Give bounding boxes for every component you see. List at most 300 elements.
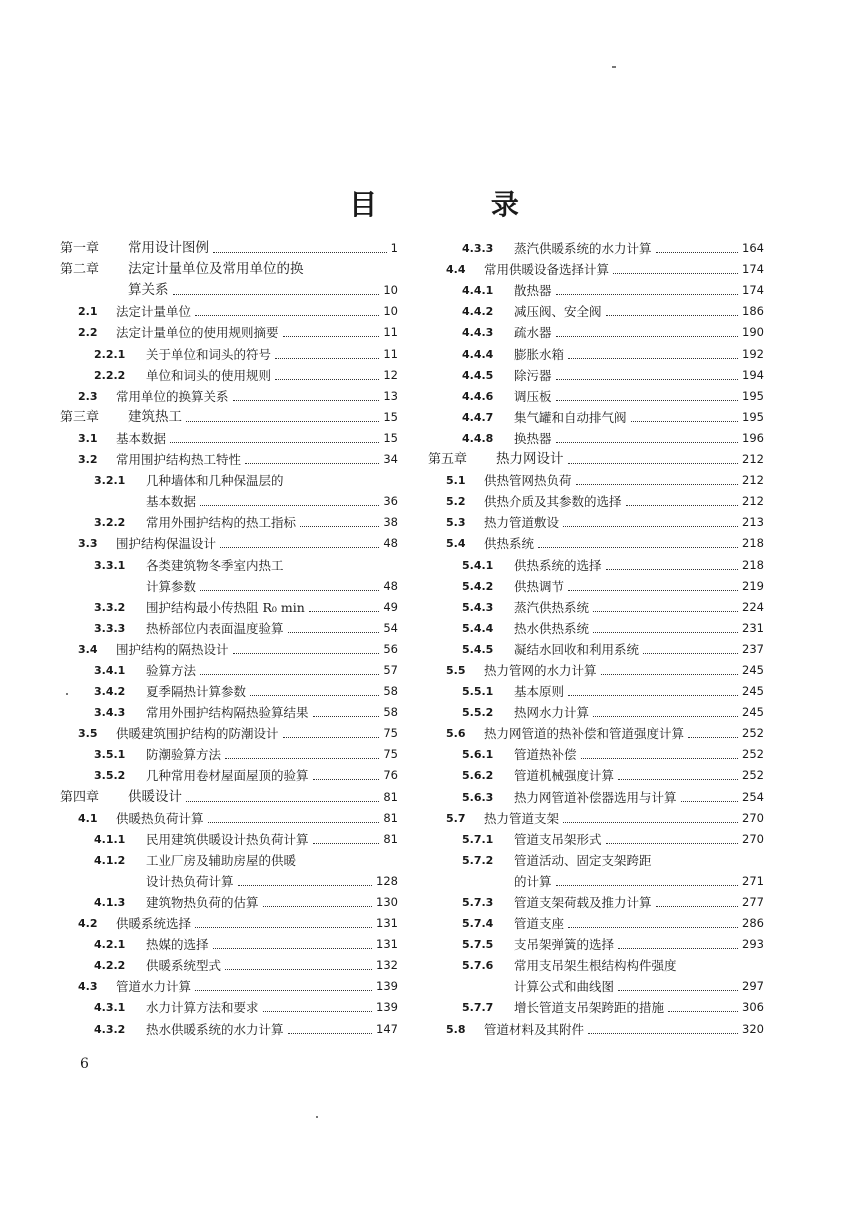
toc-entry (428, 723, 764, 744)
toc-entry (60, 365, 398, 386)
toc-entry (428, 407, 764, 428)
toc-entry-number: 5.1 (446, 474, 466, 488)
toc-entry (60, 1018, 398, 1039)
toc-entry (60, 597, 398, 618)
toc-entry (428, 913, 764, 934)
dot-leader (606, 568, 739, 570)
toc-entry-title: 支吊架弹簧的选择 (514, 937, 615, 953)
dot-leader (288, 1032, 373, 1034)
toc-entry-page: 81 (383, 789, 398, 804)
toc-entry-page: 15 (383, 409, 398, 424)
toc-entry-number: 5.4.5 (462, 642, 494, 656)
toc-entry-title: 各类建筑物冬季室内热工 (146, 557, 284, 573)
toc-entry-title: 供热系统的选择 (514, 557, 602, 573)
toc-entry-title: 常用设计图例 (128, 240, 209, 257)
toc-entry-title: 热力网设计 (496, 451, 564, 468)
toc-entry-page: 132 (376, 958, 398, 973)
toc-entry-page: 48 (383, 536, 398, 551)
toc-entry-title: 管道机械强度计算 (514, 768, 615, 784)
dot-leader (313, 715, 380, 717)
toc-entry-page: 131 (376, 937, 398, 952)
toc-entry-page: 48 (383, 578, 398, 593)
toc-entry-page: 38 (383, 515, 398, 530)
toc-entry-number: 5.7.2 (462, 853, 494, 867)
toc-entry-number: 3.3 (78, 537, 98, 551)
toc-entry-title: 凝结水回收和利用系统 (514, 641, 640, 657)
toc-entry (60, 407, 398, 428)
toc-entry-number: 3.5.1 (94, 748, 126, 762)
toc-entry-title: 的计算 (514, 873, 552, 889)
scan-speck (612, 66, 616, 68)
toc-entry (60, 238, 398, 259)
toc-entry-page: 75 (383, 747, 398, 762)
toc-entry-number: 4.2 (78, 917, 98, 931)
toc-entry-page: 81 (383, 810, 398, 825)
toc-entry-number: 4.4.4 (462, 347, 494, 361)
toc-entry-number: 4.1.3 (94, 896, 126, 909)
toc-entry (60, 554, 398, 575)
toc-entry (428, 1018, 764, 1039)
toc-entry-number: 4.4.7 (462, 410, 494, 424)
toc-entry-number: 2.2.2 (94, 368, 126, 382)
toc-entry-number: 4.4.5 (462, 368, 494, 382)
dot-leader (233, 399, 380, 401)
toc-entry-title: 法定计量单位的使用规则摘要 (116, 325, 279, 341)
toc-entry (60, 386, 398, 407)
dot-leader (556, 399, 739, 401)
dot-leader (593, 610, 738, 612)
toc-entry-title: 蒸汽供热系统 (514, 599, 590, 615)
toc-entry-title: 蒸汽供暖系统的水力计算 (514, 241, 652, 257)
page-number: 6 (80, 1056, 89, 1072)
toc-entry (428, 850, 764, 871)
dot-leader (668, 1010, 738, 1012)
toc-entry (428, 280, 764, 301)
dot-leader (233, 652, 380, 654)
dot-leader (601, 673, 739, 675)
dot-leader (195, 989, 372, 991)
toc-entry-number: 2.1 (78, 305, 98, 319)
toc-entry-page: 15 (383, 430, 398, 445)
toc-entry-title: 热桥部位内表面温度验算 (146, 620, 284, 636)
toc-entry (60, 322, 398, 343)
toc-entry-title: 管道活动、固定支架跨距 (514, 852, 652, 868)
dot-leader (568, 462, 739, 464)
toc-entry-title: 管道水力计算 (116, 979, 192, 995)
toc-entry (60, 512, 398, 533)
toc-entry-number: 第一章 (60, 241, 100, 257)
dot-leader (195, 926, 372, 928)
toc-entry (60, 871, 398, 892)
page-title: 目 录 (349, 188, 571, 221)
toc-entry-title: 热网水力计算 (514, 705, 590, 721)
toc-entry-title: 管道材料及其附件 (484, 1021, 585, 1037)
dot-leader (200, 504, 379, 506)
toc-entry-page: 293 (742, 937, 764, 952)
toc-entry-page: 212 (742, 494, 764, 509)
toc-entry (428, 597, 764, 618)
dot-leader (556, 335, 739, 337)
dot-leader (300, 525, 379, 527)
toc-entry-title: 夏季隔热计算参数 (146, 684, 247, 700)
toc-entry-page: 56 (383, 641, 398, 656)
dot-leader (681, 800, 739, 802)
toc-entry (428, 976, 764, 997)
dot-leader (313, 778, 380, 780)
toc-entry-page: 286 (742, 916, 764, 931)
toc-entry-title: 计算公式和曲线图 (514, 979, 615, 995)
toc-entry-number: 5.6.1 (462, 748, 494, 762)
toc-entry-number: 5.5.1 (462, 685, 494, 699)
toc-entry-page: 277 (742, 895, 764, 909)
toc-entry-title: 管道支架荷载及推力计算 (514, 895, 652, 910)
dot-leader (618, 947, 738, 949)
toc-entry-page: 58 (383, 705, 398, 720)
dot-leader (563, 821, 738, 823)
toc-entry-title: 工业厂房及辅助房屋的供暖 (146, 852, 297, 868)
toc-entry-page: 174 (742, 262, 764, 277)
dot-leader (195, 314, 379, 316)
toc-entry-page: 192 (742, 346, 764, 361)
dot-leader (606, 314, 739, 316)
toc-entry (60, 470, 398, 491)
toc-entry-number: 5.6.3 (462, 790, 494, 804)
toc-entry (428, 238, 764, 259)
dot-leader (245, 462, 379, 464)
toc-entry (60, 428, 398, 449)
toc-entry-page: 49 (383, 599, 398, 614)
toc-entry-page: 231 (742, 620, 764, 635)
toc-entry-number: 5.7.1 (462, 832, 494, 846)
dot-leader (313, 842, 380, 844)
toc-entry (428, 449, 764, 470)
dot-leader (556, 441, 739, 443)
toc-entry-title: 常用围护结构热工特性 (116, 452, 242, 468)
dot-leader (208, 821, 380, 823)
dot-leader (275, 378, 379, 380)
toc-entry-title: 管道支吊架形式 (514, 831, 602, 847)
toc-entry (60, 744, 398, 765)
toc-entry-number: 2.2 (78, 326, 98, 340)
toc-entry (60, 808, 398, 829)
toc-entry-number: 4.1.2 (94, 853, 126, 867)
toc-entry-page: 11 (383, 325, 398, 340)
dot-leader (186, 420, 379, 422)
toc-entry-number: 5.7.7 (462, 1001, 494, 1015)
toc-entry (60, 681, 398, 702)
toc-entry-number: 4.4.3 (462, 326, 494, 340)
dot-leader (568, 926, 738, 928)
toc-entry (428, 322, 764, 343)
toc-entry-title: 管道热补偿 (514, 747, 577, 763)
toc-entry-number: 3.2.2 (94, 516, 126, 530)
toc-entry-number: 第二章 (60, 262, 100, 278)
dot-leader (618, 989, 738, 991)
toc-entry-title: 增长管道支吊架跨距的措施 (514, 1000, 665, 1016)
toc-entry-number: 5.4.4 (462, 621, 494, 635)
toc-entry-title: 供暖系统型式 (146, 958, 222, 974)
dot-leader (593, 631, 738, 633)
toc-entry-number: 4.4.6 (462, 389, 494, 403)
toc-entry-page: 54 (383, 620, 398, 635)
toc-entry-number: 3.2.1 (94, 474, 126, 488)
dot-leader (200, 673, 379, 675)
toc-entry (60, 765, 398, 786)
toc-entry-title: 关于单位和词头的符号 (146, 346, 272, 362)
dot-leader (538, 546, 738, 548)
toc-entry (60, 829, 398, 850)
toc-entry-page: 139 (376, 1000, 398, 1015)
toc-entry-title: 集气罐和自动排气阀 (514, 409, 627, 425)
toc-entry-title: 热力网管道的热补偿和管道强度计算 (484, 726, 685, 742)
toc-entry (60, 997, 398, 1018)
toc-entry-number: 第五章 (428, 452, 468, 468)
dot-leader (593, 715, 738, 717)
toc-entry (428, 343, 764, 364)
toc-entry-number: 5.4.3 (462, 600, 494, 614)
toc-entry-number: 3.4.1 (94, 663, 126, 677)
toc-entry-page: 128 (376, 873, 398, 888)
toc-entry-page: 245 (742, 662, 764, 677)
toc-entry-number: 第三章 (60, 409, 100, 425)
toc-entry-page: 12 (383, 367, 398, 382)
toc-entry-number: 4.1.1 (94, 832, 126, 846)
toc-entry-number: 第四章 (60, 789, 100, 805)
toc-entry-number: 5.7.3 (462, 896, 494, 909)
toc-entry (60, 786, 398, 807)
toc-entry (428, 554, 764, 575)
toc-entry-title: 常用供暖设备选择计算 (484, 262, 610, 278)
toc-entry (60, 491, 398, 512)
dot-leader (309, 610, 380, 612)
toc-entry (428, 470, 764, 491)
dot-leader (563, 525, 738, 527)
toc-entry-title: 减压阀、安全阀 (514, 304, 602, 320)
toc-entry-title: 常用外围护结构的热工指标 (146, 515, 297, 531)
toc-entry-page: 212 (742, 452, 764, 467)
toc-entry-page: 11 (383, 346, 398, 361)
toc-entry-number: 5.7 (446, 811, 466, 825)
toc-entry-number: 3.3.3 (94, 621, 126, 635)
toc-entry (60, 723, 398, 744)
toc-entry-title: 供暖系统选择 (116, 916, 192, 932)
dot-leader (283, 736, 380, 738)
toc-entry (428, 491, 764, 512)
dot-leader (200, 589, 379, 591)
toc-entry-title: 基本原则 (514, 684, 565, 700)
toc-entry-title: 基本数据 (116, 430, 167, 446)
toc-entry-number: 3.4 (78, 642, 98, 656)
toc-entry (60, 702, 398, 723)
toc-entry-title: 换热器 (514, 430, 552, 446)
dot-leader (606, 842, 739, 844)
toc-entry-number: 5.5.2 (462, 706, 494, 720)
toc-entry-page: 76 (383, 768, 398, 783)
toc-entry-page: 306 (742, 1000, 764, 1015)
toc-entry-page: 147 (376, 1021, 398, 1036)
toc-entry (428, 259, 764, 280)
toc-entry-title: 供热调节 (514, 578, 565, 594)
toc-entry-title: 管道支座 (514, 916, 565, 932)
toc-entry (60, 280, 398, 301)
toc-entry-page: 320 (742, 1021, 764, 1036)
toc-entry-title: 热水供热系统 (514, 620, 590, 636)
toc-entry-page: 270 (742, 831, 764, 846)
dot-leader (613, 272, 738, 274)
toc-entry-page: 196 (742, 430, 764, 445)
toc-entry-title: 法定计量单位及常用单位的换 (128, 261, 304, 278)
toc-entry (428, 428, 764, 449)
toc-entry-title: 算关系 (128, 282, 169, 299)
toc-entry-number: 5.5 (446, 663, 466, 677)
toc-entry-page: 10 (383, 283, 398, 298)
toc-left-column (60, 238, 398, 1040)
toc-entry-number: 3.3.1 (94, 558, 126, 572)
toc-entry-page: 212 (742, 473, 764, 488)
toc-entry-page: 174 (742, 283, 764, 298)
toc-entry-page: 213 (742, 515, 764, 530)
toc-entry-title: 热力管道敷设 (484, 515, 560, 531)
scan-speck (66, 693, 68, 695)
toc-entry (60, 618, 398, 639)
toc-entry (60, 955, 398, 976)
toc-entry-number: 5.7.5 (462, 938, 494, 952)
toc-entry-page: 254 (742, 789, 764, 804)
toc-entry-title: 建筑物热负荷的估算 (146, 895, 259, 910)
toc-entry-number: 5.4 (446, 537, 466, 551)
toc-entry (428, 301, 764, 322)
toc-entry-page: 13 (383, 388, 398, 403)
toc-entry-number: 4.2.1 (94, 938, 126, 952)
toc-entry-page: 270 (742, 810, 764, 825)
toc-entry-page: 194 (742, 367, 764, 382)
toc-entry-title: 常用单位的换算关系 (116, 388, 229, 404)
dot-leader (283, 335, 380, 337)
dot-leader (626, 504, 739, 506)
toc-entry (428, 744, 764, 765)
toc-entry-page: 190 (742, 325, 764, 340)
toc-entry-page: 1 (390, 241, 398, 256)
toc-entry (428, 639, 764, 660)
toc-entry (60, 301, 398, 322)
toc-entry-page: 297 (742, 979, 764, 994)
toc-entry (428, 808, 764, 829)
toc-entry-number: 4.1 (78, 811, 98, 825)
toc-entry-title: 常用支吊架生根结构构件强度 (514, 958, 677, 974)
toc-entry-title: 供暖建筑围护结构的防潮设计 (116, 726, 279, 742)
toc-entry-number: 3.4.3 (94, 706, 126, 720)
dot-leader (213, 947, 373, 949)
toc-entry (428, 702, 764, 723)
toc-entry-title: 常用外围护结构隔热验算结果 (146, 705, 309, 721)
toc-entry-title: 防潮验算方法 (146, 747, 222, 763)
toc-entry (428, 892, 764, 913)
toc-entry-number: 5.2 (446, 495, 466, 509)
toc-entry-page: 252 (742, 768, 764, 783)
toc-entry-title: 调压板 (514, 388, 552, 404)
toc-entry-number: 4.3.2 (94, 1022, 126, 1036)
toc-entry (428, 365, 764, 386)
dot-leader (556, 378, 739, 380)
toc-entry-title: 热力管道支架 (484, 810, 560, 826)
toc-right-column (428, 238, 764, 1040)
toc-entry-page: 139 (376, 979, 398, 994)
dot-leader (238, 884, 373, 886)
toc-entry-number: 4.4 (446, 263, 466, 277)
toc-entry (60, 576, 398, 597)
toc-entry-number: 5.4.2 (462, 579, 494, 593)
toc-entry (428, 934, 764, 955)
toc-entry (428, 618, 764, 639)
toc-entry-title: 供热介质及其参数的选择 (484, 494, 622, 510)
dot-leader (643, 652, 738, 654)
toc-entry-title: 几种墙体和几种保温层的 (146, 473, 284, 489)
toc-entry (428, 533, 764, 554)
toc-entry (428, 997, 764, 1018)
toc-entry-title: 建筑热工 (128, 408, 182, 425)
toc-entry-title: 热水供暖系统的水力计算 (146, 1021, 284, 1037)
toc-entry-page: 218 (742, 536, 764, 551)
dot-leader (588, 1032, 738, 1034)
toc-entry-title: 散热器 (514, 283, 552, 299)
toc-entry-title: 供热管网热负荷 (484, 473, 572, 489)
toc-entry (60, 913, 398, 934)
toc-entry-title: 验算方法 (146, 662, 197, 678)
dot-leader (220, 546, 379, 548)
toc-entry (60, 976, 398, 997)
toc-entry-number: 5.4.1 (462, 558, 494, 572)
toc-entry-number: 4.3 (78, 980, 98, 994)
dot-leader (173, 293, 380, 295)
dot-leader (213, 251, 387, 253)
dot-leader (631, 420, 739, 422)
toc-entry-title: 水力计算方法和要求 (146, 1000, 259, 1016)
toc-entry-page: 10 (383, 304, 398, 319)
toc-entry-title: 民用建筑供暖设计热负荷计算 (146, 831, 309, 847)
toc-entry-title: 供暖热负荷计算 (116, 810, 204, 826)
toc-entry (428, 829, 764, 850)
toc-entry-title: 热媒的选择 (146, 937, 209, 953)
toc-entry-number: 5.3 (446, 516, 466, 530)
dot-leader (618, 778, 738, 780)
toc-entry (428, 765, 764, 786)
toc-entry-title: 法定计量单位 (116, 304, 192, 320)
toc-entry-title: 疏水器 (514, 325, 552, 341)
toc-entry-page: 57 (383, 662, 398, 677)
toc-entry-title: 热力网管道补偿器选用与计算 (514, 789, 677, 805)
dot-leader (250, 694, 379, 696)
toc-entry-page: 34 (383, 452, 398, 467)
toc-entry-number: 5.8 (446, 1022, 466, 1036)
toc-entry-page: 131 (376, 916, 398, 931)
toc-entry-title: 围护结构的隔热设计 (116, 641, 229, 657)
toc-entry (60, 660, 398, 681)
toc-entry-title: 围护结构最小传热阻 R₀ min (146, 599, 305, 615)
toc-entry-number: 4.3.3 (462, 242, 494, 256)
dot-leader (688, 736, 738, 738)
toc-entry-number: 3.5.2 (94, 769, 126, 783)
toc-entry-number: 4.2.2 (94, 959, 126, 973)
toc-entry-page: 186 (742, 304, 764, 319)
dot-leader (170, 441, 379, 443)
toc-entry-number: 3.3.2 (94, 600, 126, 614)
toc-entry (60, 639, 398, 660)
toc-entry-page: 36 (383, 494, 398, 509)
toc-entry-number: 4.4.8 (462, 431, 494, 445)
dot-leader (581, 757, 739, 759)
toc-entry-title: 基本数据 (146, 494, 197, 510)
toc-entry-number: 4.4.1 (462, 284, 494, 298)
